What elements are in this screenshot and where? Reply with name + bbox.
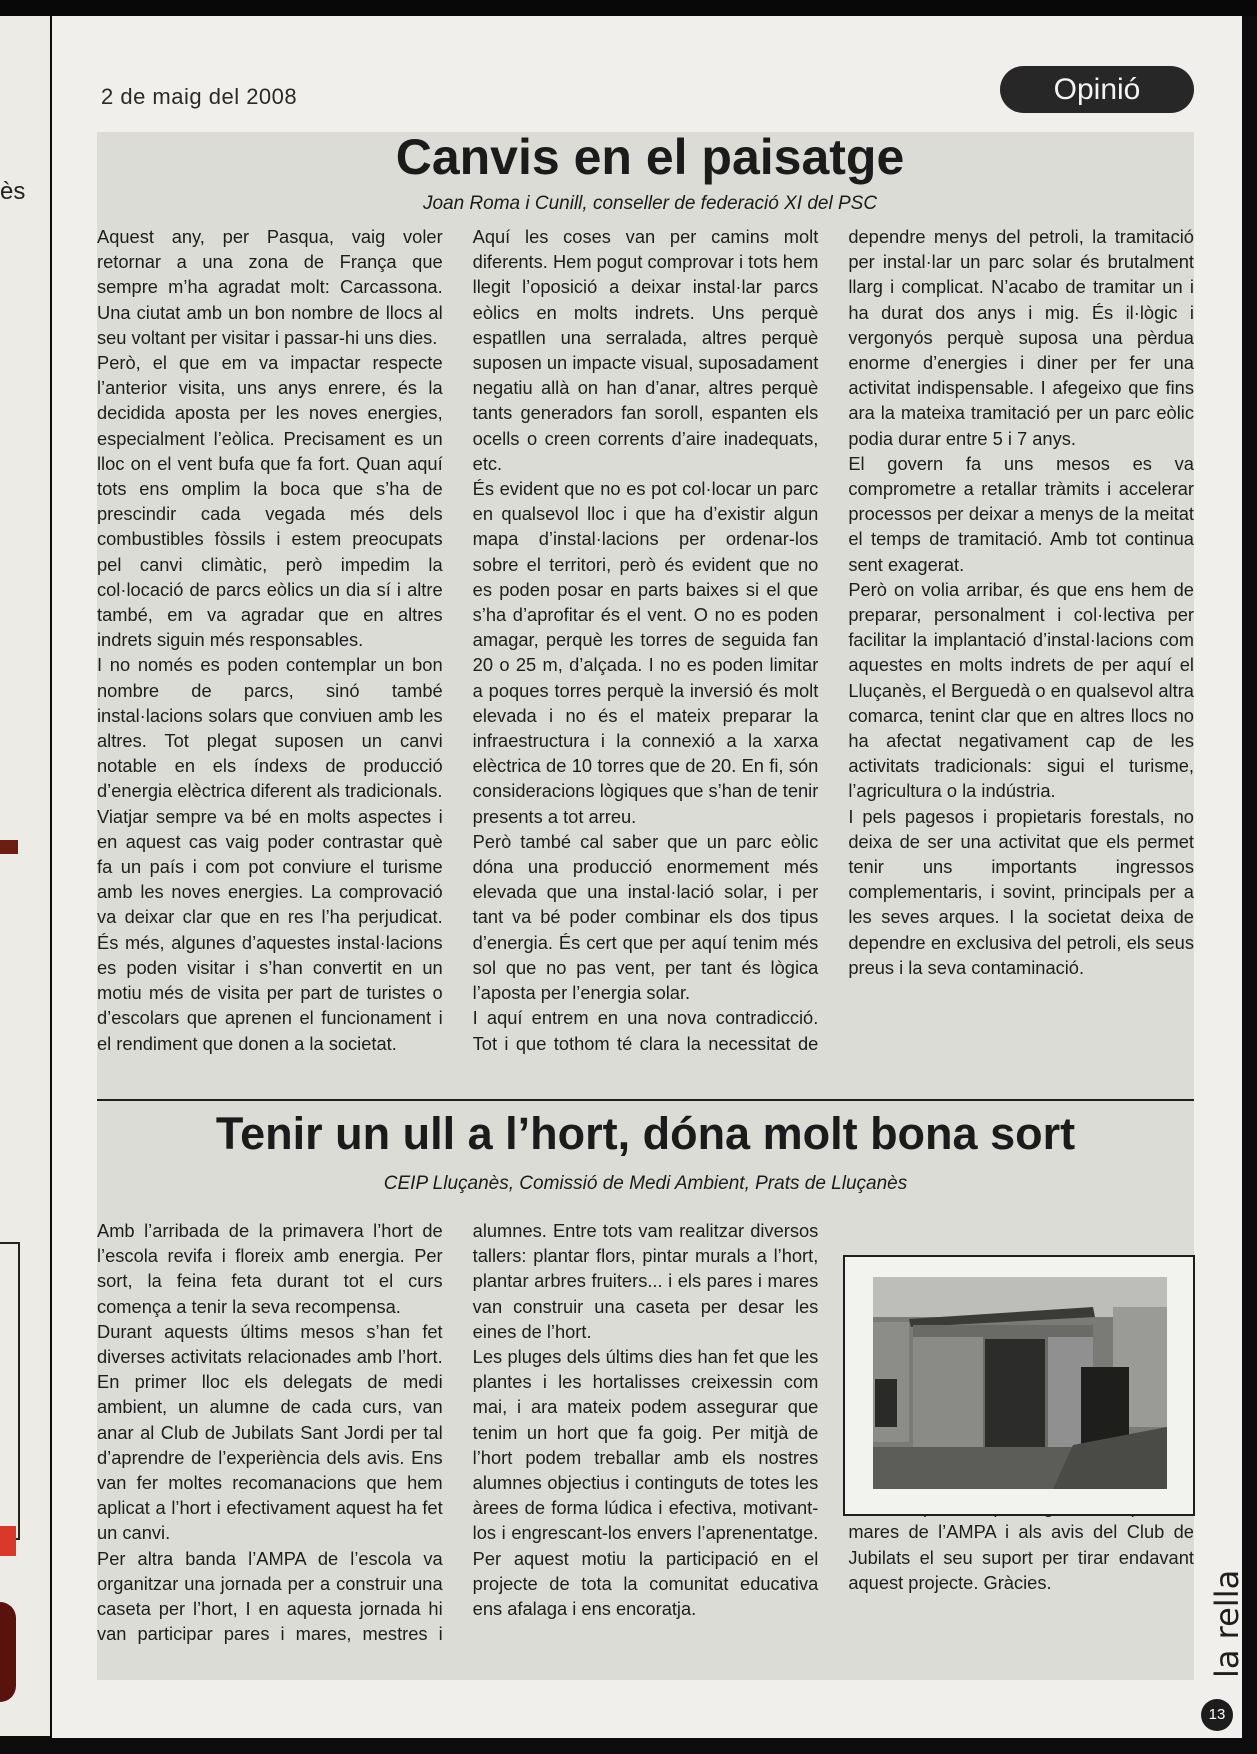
section-label: Opinió <box>1000 66 1194 113</box>
page-number: 13 <box>1201 1699 1233 1731</box>
issue-date: 2 de maig del 2008 <box>101 84 298 109</box>
article-1-paragraph: Però també cal saber que un parc eòlic dóna una producció enormement més elevada que una instal·lació solar, i per tant va bé poder combinar els dos tipus d’energia. És cert que per aquí tenim més sol que no pas vent, per tant és lògica l’aposta per l’energia solar. <box>472 830 819 1004</box>
article-1-paragraph: Però on volia arribar, és que ens hem de preparar, personalment i col·lectiva per facilitar la implantació d’instal·lacions com aquestes en molts indrets de per aquí el Lluçanès, el Berguedà o en qualsevol altra comarca, tenint clar que en altres llocs no ha afectat negativament cap de les activitats tradicionals: sigui el turisme, l’agricultura o la indústria. <box>848 578 1194 802</box>
article-1-paragraph: Aquest any, per Pasqua, vaig voler retornar a una zona de França que sempre m’ha agradat molt: Carcassona. Una ciutat amb un bon nombre de llocs al seu voltant per visitar i passar-hi uns dies. <box>97 226 443 348</box>
previous-page-edge <box>0 16 50 1736</box>
article-1-body <box>97 224 1194 1076</box>
garden-shed-photo <box>873 1277 1167 1489</box>
section-divider <box>97 1099 1194 1101</box>
article-1-paragraph: I no només es poden contemplar un bon nombre de parcs, sinó també instal·lacions solars que conviuen amb les altres. Tot plegat suposen un canvi notable en els índexs de producció d’energia elèctrica diferent als tradicionals. <box>97 654 443 802</box>
previous-page-marker <box>0 840 18 854</box>
previous-page-box <box>0 1242 20 1540</box>
previous-page-text: ès <box>0 178 26 205</box>
article-1-paragraph: El govern fa uns mesos es va comprometre a retallar tràmits i accelerar processos per deixar a menys de la meitat el temps de tramitació. Amb tot continua sent exagerat. <box>848 452 1194 575</box>
article-2-paragraph: mares de l’AMPA i als avis del Club de Jubilats el seu suport per tirar endavant aquest projecte. Gràcies. <box>848 1521 1194 1593</box>
photo-frame <box>843 1255 1195 1516</box>
article-1-title: Canvis en el paisatge <box>395 129 905 185</box>
article-1-paragraph: I aquí entrem en una nova contradicció. Tot i que tothom té clara la necessitat de dependre menys del petroli, la tramitació per instal·lar un parc solar és brutalment llarg i complicat. N’acabo de tramitar un i ha durat dos anys i mig. És il·lògic i vergonyós perquè suposa una pèrdua enorme d’energies i diner per fer una activitat indispensable. I afegeixo que fins ara la mateixa tramitació per un parc eòlic podia durar entre 5 i 7 anys. <box>472 226 1194 1054</box>
article-2-title: Tenir un ull a l’hort, dóna molt bona sort <box>215 1108 1076 1159</box>
article-1-paragraph: Aquí les coses van per camins molt diferents. Hem pogut comprovar i tots hem llegit l’oposició a deixar instal·lar parcs eòlics en molts indrets. Uns perquè espatllen una serralada, altres perquè suposen un impacte visual, suposadament negatiu allà on han d’anar, altres perquè tants generadors fan soroll, espanten els ocells o creen corrents d’aire inadequats, etc. <box>472 226 819 474</box>
article-2-byline-text: CEIP Lluçanès, Comissió de Medi Ambient, Prats de Lluçanès <box>383 1173 908 1194</box>
article-1-byline: Joan Roma i Cunill, conseller de federació XI del PSC <box>422 193 878 214</box>
article-2-paragraph: Amb l’arribada de la primavera l’hort de l’escola revifa i floreix amb energia. Per sort, la feina feta durant tot el curs comença a tenir la seva recompensa. <box>97 1220 443 1317</box>
magazine-logo-text: la rella <box>1208 1570 1246 1678</box>
article-1-paragraph: Però, el que em va impactar respecte l’anterior visita, uns anys enrere, és la decidida aposta per les noves energies, especialment l’eòlica. Precisament es un lloc on el vent bufa que fa fort. Quan aquí tots ens omplim la boca que s’ha de prescindir cada vegada més dels combustibles fòssils i estem preocupats pel canvi climàtic, però impedim la col·locació de parcs eòlics un dia sí i altre també, em va agradar que en altres indrets siguin més responsables. <box>97 352 443 651</box>
article-2-byline <box>97 1173 1194 1195</box>
article-1-paragraph: I pels pagesos i propietaris forestals, no deixa de ser una activitat que els permet tenir uns importants ingressos complementaris, i sovint, principals per a les seves arques. I la societat deixa de dependre en exclusiva del petroli, els seus preus i la seva contaminació. <box>848 805 1194 978</box>
article-2-paragraph: Per altra banda l’AMPA de l’escola va organitzar una jornada per a construir una caseta per l’hort, I en aquesta jornada hi van participar pares i mares, mestres i alumnes. Entre tots vam realitzar diversos tallers: plantar flors, pintar murals a l’hort, plantar arbres fruiters... i els pares i mares van construir una caseta per desar les eines de l’hort. <box>97 1220 819 1645</box>
scan-border <box>0 0 1257 16</box>
article-2-paragraph: Durant aquests últims mesos s’han fet diverses activitats relacionades amb l’hort. En primer lloc els delegats de medi ambient, un alumne de cada curs, van anar al Club de Jubilats Sant Jordi per tal d’aprendre de l’experiència dels avis. Ens van fer moltes recomanacions que hem aplicat a l’hort i efectivament aquest ha fet un canvi. <box>97 1320 443 1544</box>
magazine-logo <box>1198 1570 1254 1680</box>
article-2-paragraph: Les pluges dels últims dies han fet que les plantes i les hortalisses creixessin com mai, i ara mateix podem assegurar que tenim un hort que fa goig. Per mitjà de l’hort podem treballar amb els nostres alumnes objectius i continguts de totes les àrees de forma lúdica i efectiva, motivant-los i engrescant-los envers l’aprenentatge. Per aquest motiu la participació en el projecte de tota la comunitat educativa ens afalaga i ens encoratja. <box>472 1346 819 1620</box>
previous-page-red-mark <box>0 1526 16 1556</box>
article-1-paragraph: Viatjar sempre va bé en molts aspectes i en aquest cas vaig poder contrastar què fa un país i com pot conviure el turisme amb les noves energies. La comprovació va deixar clar que en res l’ha perjudicat. És més, algunes d’aquestes instal·lacions es poden visitar i s’han convertit en un motiu més de visita per part de turistes o d’escolars que aprenen el funcionament i el rendiment que donen a la societat. <box>97 805 443 1054</box>
previous-page-dark-shape <box>0 1602 16 1702</box>
article-1-paragraph: És evident que no es pot col·locar un parc en qualsevol lloc i que ha d’existir algun mapa d’instal·lacions per ordenar-los sobre el territori, però és evident que no es poden posar en parts baixes si el que s’ha d’aprofitar és el vent. O no es poden amagar, perquè les torres de seguida fan 20 o 25 m, d’alçada. I no es poden limitar a poques torres perquè la inversió és molt elevada i no és el mateix preparar la infraestructura i la connexió a la xarxa elèctrica de 10 torres que de 20. En fi, són consideracions lògiques que s’han de tenir presents a tot arreu. <box>472 478 819 827</box>
